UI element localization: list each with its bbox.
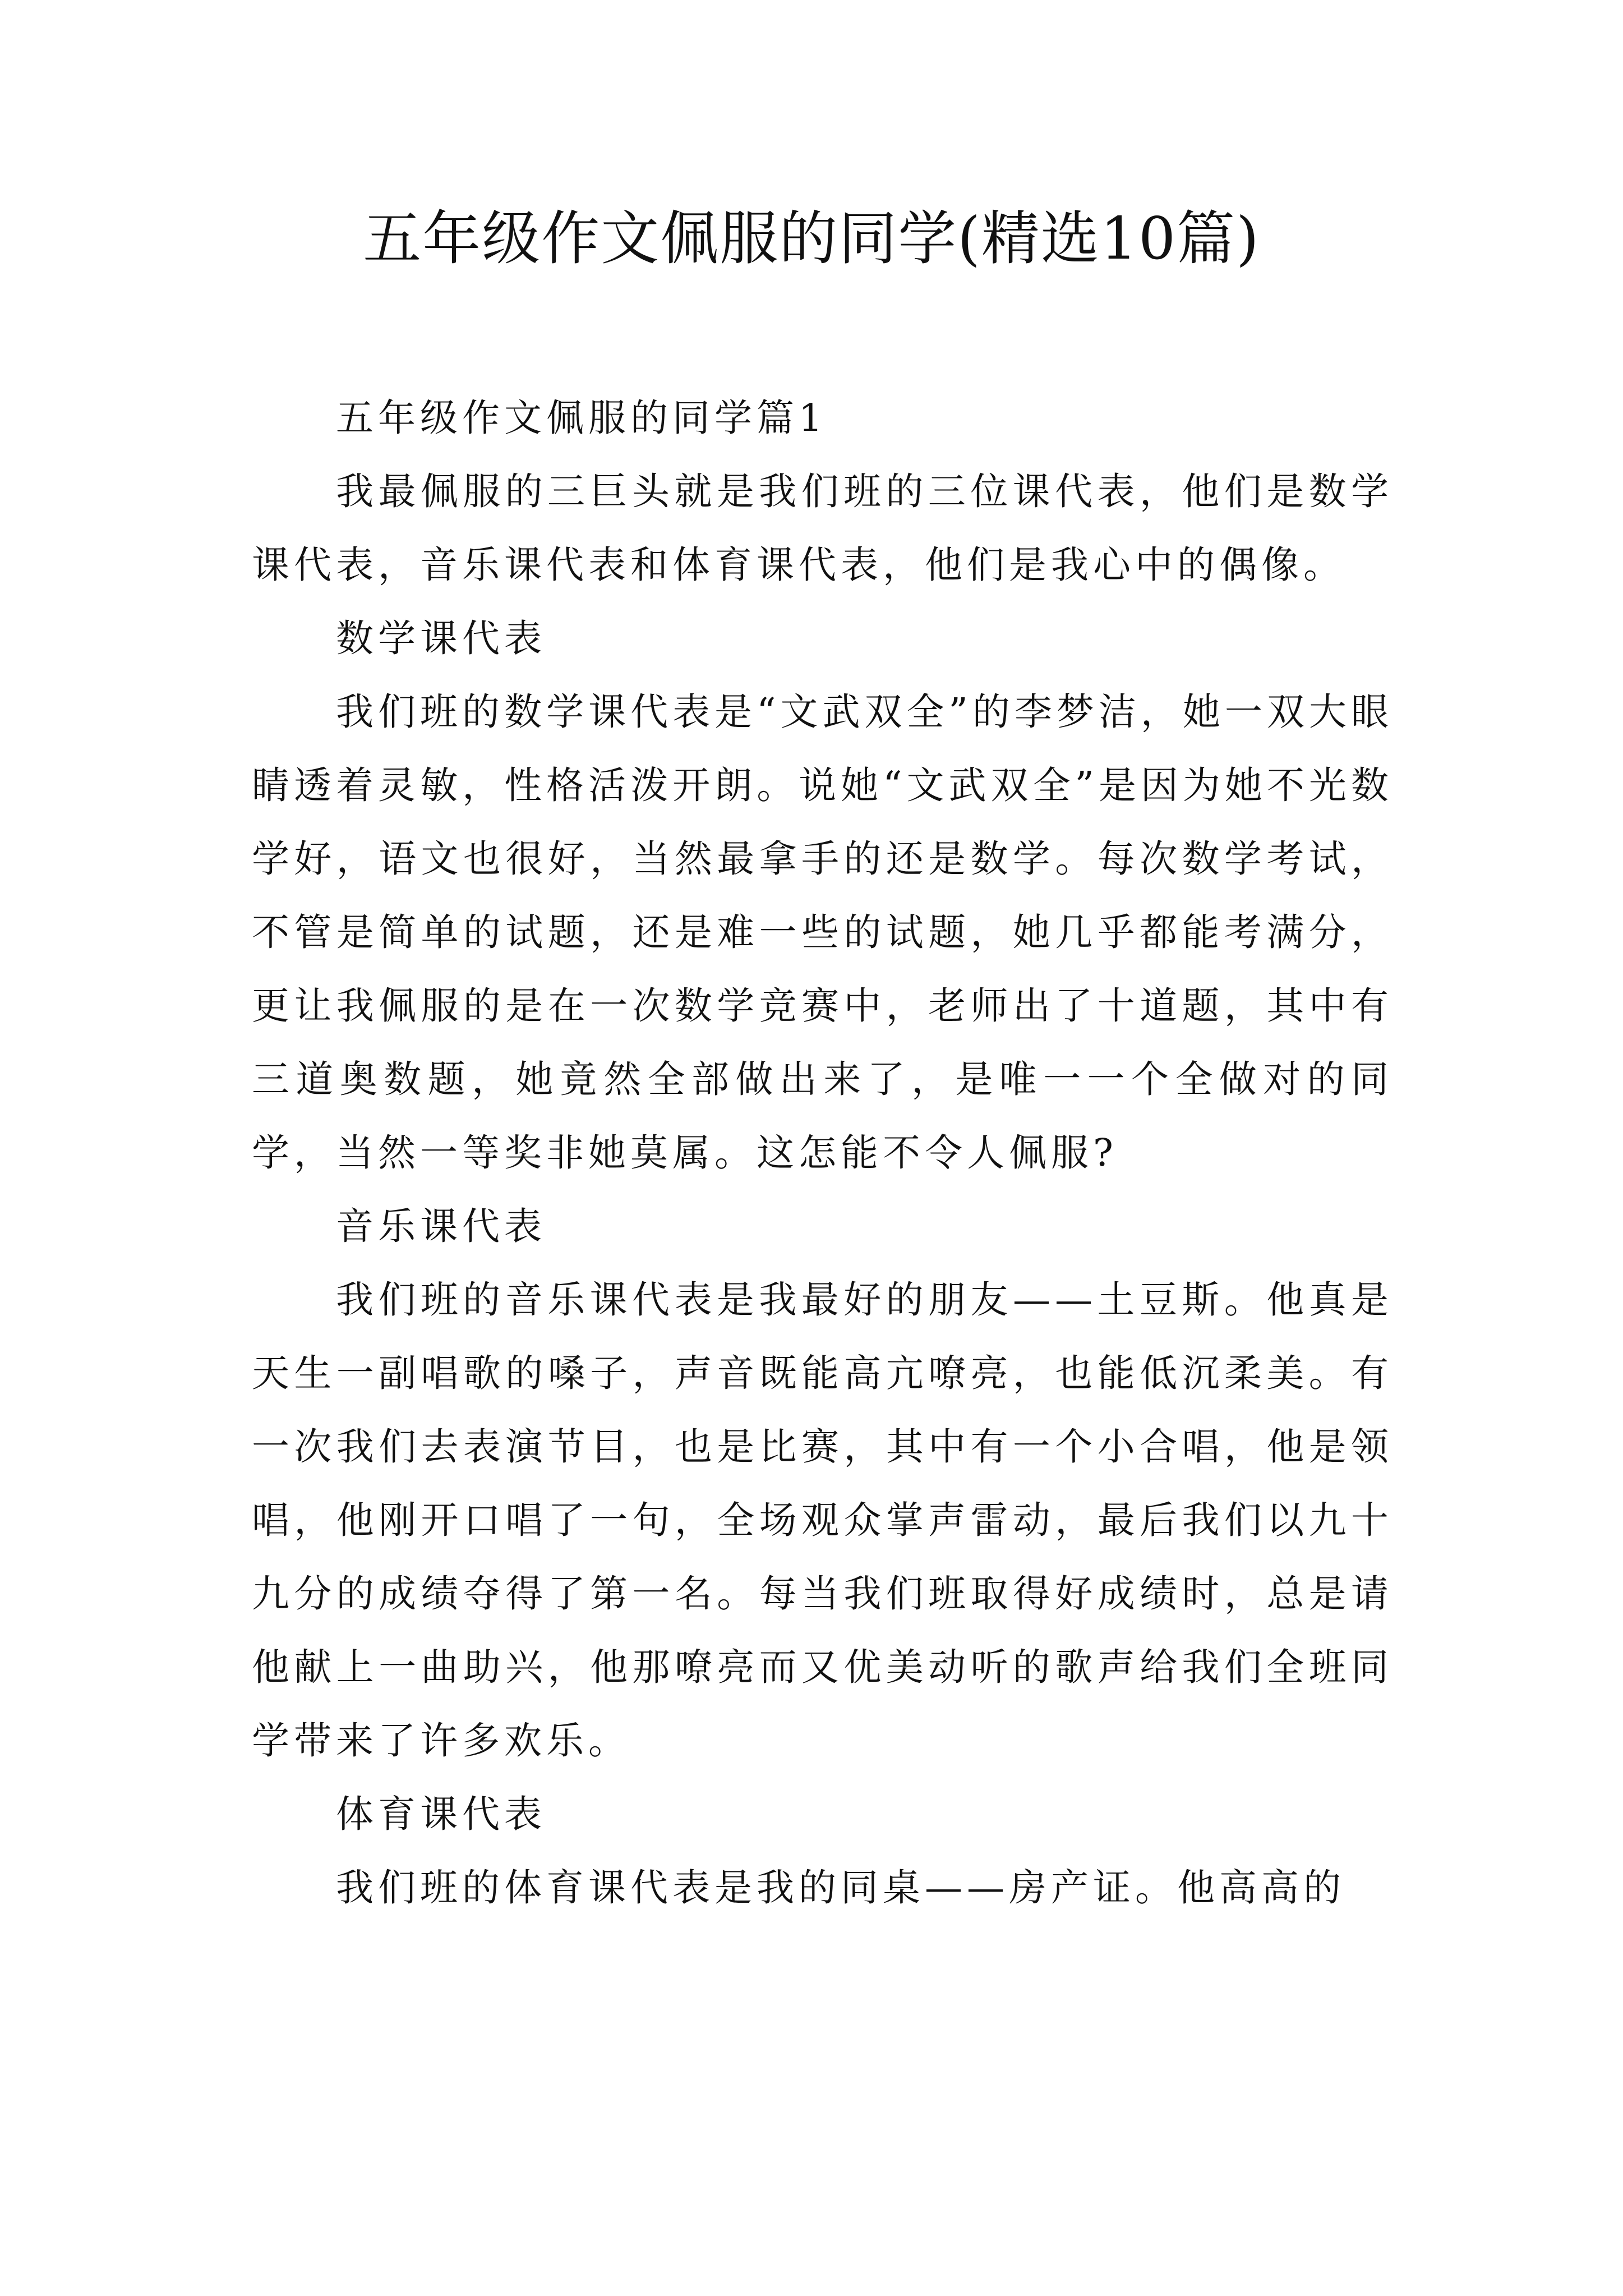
section-heading-pe-rep: 体育课代表	[336, 1792, 546, 1836]
section-heading-music-rep: 音乐课代表	[336, 1204, 546, 1248]
paragraph-math-rep: 我们班的数学课代表是“文武双全”的李梦洁，她一双大眼睛透着灵敏，性格活泼开朗。说她“文武双全”是因为她不光数学好，语文也很好，当然最拿手的还是数学。每次数学考试，不管是简单的试题，还是难一些的试题，她几乎都能考满分，更让我佩服的是在一次数学竞赛中，老师出了十道题，其中有三道奥数题，她竟然全部做出来了，是唯一一个全做对的同学，当然一等奖非她莫属。这怎能不令人佩服?	[252, 690, 1393, 1175]
paragraph-music-rep: 我们班的音乐课代表是我最好的朋友——土豆斯。他真是天生一副唱歌的嗓子，声音既能高亢嘹亮，也能低沉柔美。有一次我们去表演节目，也是比赛，其中有一个小合唱，他是领唱，他刚开口唱了一句，全场观众掌声雷动，最后我们以九十九分的成绩夺得了第一名。每当我们班取得好成绩时，总是请他献上一曲助兴，他那嘹亮而又优美动听的歌声给我们全班同学带来了许多欢乐。	[252, 1278, 1393, 1763]
document-body	[252, 381, 1393, 1925]
paragraph-intro: 我最佩服的三巨头就是我们班的三位课代表，他们是数学课代表，音乐课代表和体育课代表，他们是我心中的偶像。	[252, 470, 1393, 587]
section-heading-essay-1: 五年级作文佩服的同学篇1	[336, 396, 827, 440]
document-title: 五年级作文佩服的同学(精选10篇)	[363, 204, 1260, 273]
section-heading-math-rep: 数学课代表	[336, 616, 546, 660]
paragraph-pe-rep: 我们班的体育课代表是我的同桌——房产证。他高高的	[336, 1866, 1345, 1910]
